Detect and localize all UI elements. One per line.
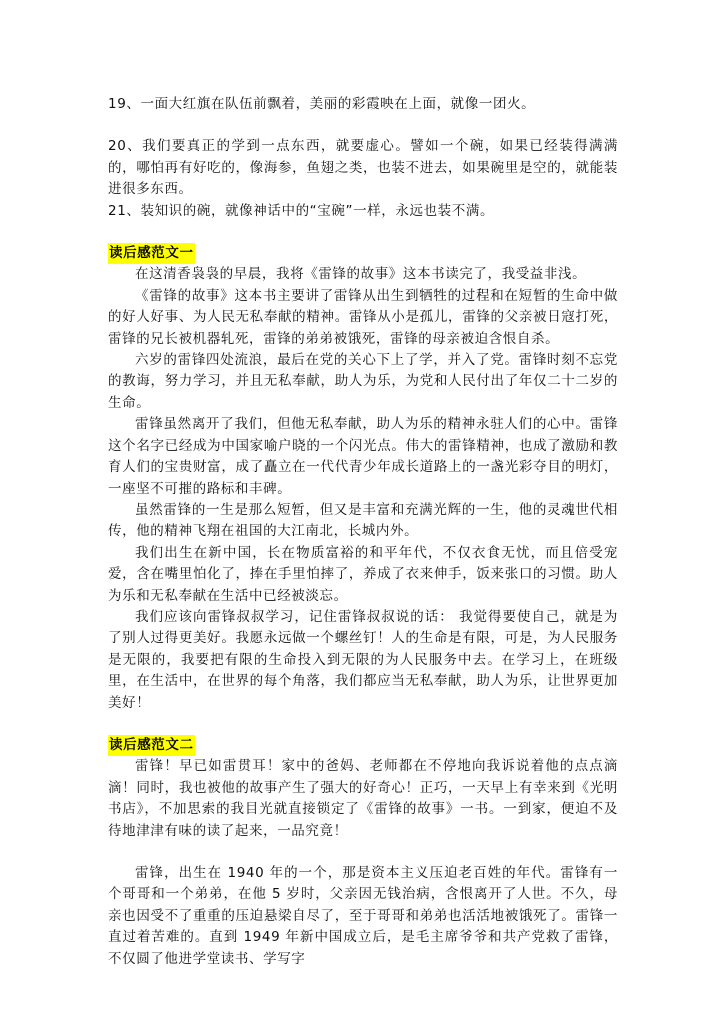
essay2-heading: 读后感范文二 — [108, 735, 195, 756]
proverb-19: 19、一面大红旗在队伍前飘着，美丽的彩霞映在上面，就像一团火。 — [108, 96, 536, 112]
essay1-paragraph: 雷锋虽然离开了我们，但他无私奉献，助人为乐的精神永驻人们的心中。雷锋这个名字已经成为中国家喻户晓的一个闪光点。伟大的雷锋精神，也成了激励和教育人们的宝贵财富，成了矗立在一代代青少年成长道路上的一盏光彩夺目的明灯，一座坚不可摧的路标和丰碑。 — [108, 416, 618, 497]
spacer — [108, 115, 618, 136]
spacer — [108, 714, 618, 735]
document-page — [108, 94, 618, 970]
essay1-paragraph: 六岁的雷锋四处流浪，最后在党的关心下上了学，并入了党。雷锋时刻不忘党的教诲，努力学习，并且无私奉献，助人为乐，为党和人民付出了年仅二十二岁的生命。 — [108, 352, 618, 411]
essay2-paragraph: 雷锋，出生在 1940 年的一个，那是资本主义压迫老百姓的年代。雷锋有一个哥哥和一个弟弟，在他 5 岁时，父亲因无钱治病，含恨离开了人世。不久，母亲也因受不了重重的压迫悬梁自尽了，至于哥哥和弟弟也活活地被饿死了。雷锋一直过着苦难的。直到 1949 年新中国成立后，是毛主席爷爷和共产党救了雷锋，不仅圆了他进学堂读书、学写字 — [108, 865, 618, 967]
spacer — [108, 222, 618, 243]
proverb-20: 20、我们要真正的学到一点东西，就要虚心。譬如一个碗，如果已经装得满满的，哪怕再有好吃的，像海参，鱼翅之类，也装不进去，如果碗里是空的，就能装进很多东西。 — [108, 138, 618, 198]
essay1-heading: 读后感范文一 — [108, 243, 195, 264]
essay1-paragraph: 在这清香袅袅的早晨，我将《雷锋的故事》这本书读完了，我受益非浅。 — [135, 266, 587, 283]
essay1-paragraph: 我们出生在新中国，长在物质富裕的和平年代，不仅衣食无忧，而且倍受宠爱，含在嘴里怕化了，捧在手里怕摔了，养成了衣来伸手，饭来张口的习惯。助人为乐和无私奉献在生活中已经被淡忘。 — [108, 544, 618, 604]
essay2-paragraph: 雷锋！早已如雷贯耳！家中的爸妈、老师都在不停地向我诉说着他的点点滴滴！同时，我也被他的故事产生了强大的好奇心！正巧，一天早上有幸来到《光明书店》，不加思索的我目光就直接锁定了《雷锋的故事》一书。一到家，便迫不及待地津津有味的读了起来，一品究竟！ — [108, 758, 618, 839]
essay1-heading-line — [108, 243, 618, 264]
essay1-paragraph: 我们应该向雷锋叔叔学习，记住雷锋叔叔说的话： 我觉得要使自己，就是为了别人过得更美好。我愿永远做一个螺丝钉！人的生命是有限，可是，为人民服务是无限的，我要把有限的生命投入到无限的为人民服务中去。在学习上，在班级里，在生活中，在世界的每个角落，我们都应当无私奉献，助人为乐，让世界更加美好！ — [108, 608, 618, 711]
proverb-21: 21、装知识的碗，就像神话中的“宝碗”一样，永远也装不满。 — [108, 202, 495, 219]
essay2-heading-line — [108, 735, 618, 756]
essay1-paragraph: 虽然雷锋的一生是那么短暂，但又是丰富和充满光辉的一生，他的灵魂世代相传，他的精神飞翔在祖国的大江南北，长城内外。 — [108, 501, 618, 540]
spacer — [108, 842, 618, 863]
essay1-paragraph: 《雷锋的故事》这本书主要讲了雷锋从出生到牺牲的过程和在短暂的生命中做的好人好事、为人民无私奉献的精神。雷锋从小是孤儿，雷锋的父亲被日寇打死，雷锋的兄长被机器轧死，雷锋的弟弟被饿死，雷锋的母亲被迫含恨自杀。 — [108, 287, 618, 347]
